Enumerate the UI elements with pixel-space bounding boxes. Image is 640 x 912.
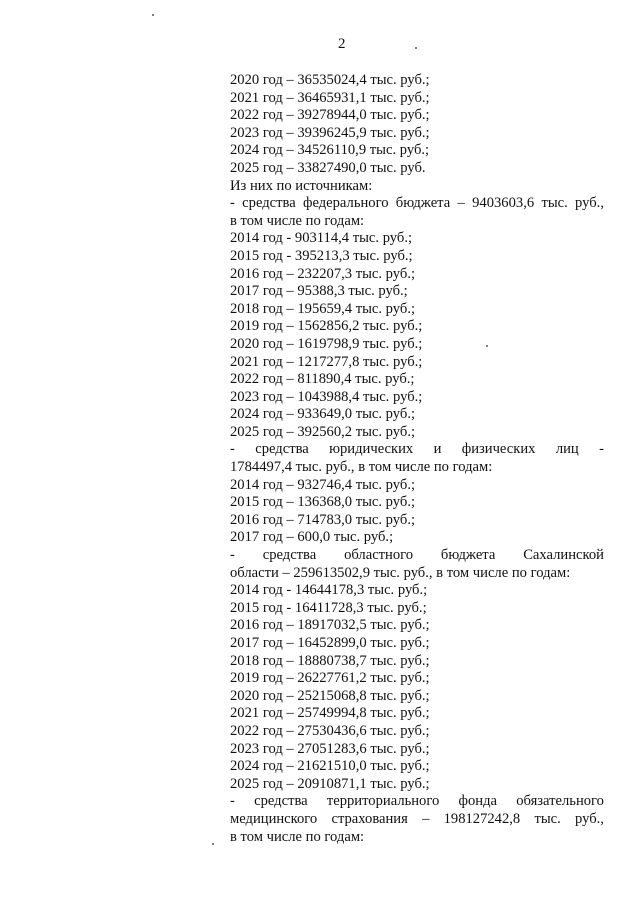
text-line: 2021 год – 1217277,8 тыс. руб.;	[230, 353, 423, 370]
text-word: бюджета	[440, 547, 496, 564]
text-line: 2016 год – 18917032,5 тыс. руб.;	[230, 617, 430, 634]
text-line: в том числе по годам:	[230, 212, 365, 229]
text-line: в том числе по годам:	[230, 828, 365, 845]
text-word: -	[230, 547, 235, 564]
text-word: тыс.	[534, 810, 561, 827]
text-word: медицинского	[230, 810, 318, 827]
text-line: 2015 год – 136368,0 тыс. руб.;	[230, 494, 416, 511]
text-line: 2024 год – 21621510,0 тыс. руб.;	[230, 758, 430, 775]
text-line: 2021 год – 25749994,8 тыс. руб.;	[230, 705, 430, 722]
text-line: 2023 год – 39396245,9 тыс. руб.;	[230, 124, 430, 141]
text-line: 2020 год – 25215068,8 тыс. руб.;	[230, 687, 430, 704]
text-line: 2023 год – 1043988,4 тыс. руб.;	[230, 388, 423, 405]
text-word: средства	[262, 547, 317, 564]
text-line: 2015 год - 395213,3 тыс. руб.;	[230, 247, 413, 264]
text-word: –	[422, 810, 430, 827]
text-word: средства	[254, 793, 308, 810]
text-word: территориального	[326, 793, 440, 810]
text-word: 198127242,8	[443, 810, 521, 827]
text-line: 2025 год – 392560,2 тыс. руб.;	[230, 423, 416, 440]
text-line: 2016 год – 714783,0 тыс. руб.;	[230, 511, 416, 528]
text-line: 2022 год – 39278944,0 тыс. руб.;	[230, 107, 430, 124]
scan-speck	[152, 14, 154, 16]
text-line: 2015 год - 16411728,3 тыс. руб.;	[230, 599, 427, 616]
text-word: 9403603,6	[472, 195, 535, 212]
text-line: 2017 год – 16452899,0 тыс. руб.;	[230, 635, 430, 651]
text-line: области – 259613502,9 тыс. руб., в том числе по годам:	[230, 564, 571, 581]
text-line: 2022 год – 811890,4 тыс. руб.;	[230, 371, 415, 388]
scan-speck	[415, 47, 417, 49]
document-body	[230, 72, 604, 846]
text-line	[230, 441, 604, 459]
text-line: 2019 год – 26227761,2 тыс. руб.;	[230, 670, 430, 687]
text-line: 2014 год - 14644178,3 тыс. руб.;	[230, 582, 428, 599]
text-word: юридических	[329, 441, 414, 458]
text-line: 2025 год – 33827490,0 тыс. руб.	[230, 159, 426, 176]
text-word: лиц	[555, 441, 579, 458]
text-line: 1784497,4 тыс. руб., в том числе по годам:	[230, 459, 493, 476]
text-line: 2014 год - 903114,4 тыс. руб.;	[230, 230, 413, 247]
text-line: 2024 год – 34526110,9 тыс. руб.;	[230, 142, 430, 159]
scan-speck	[486, 345, 488, 347]
text-word: -	[230, 441, 235, 458]
text-line: 2021 год – 36465931,1 тыс. руб.;	[230, 89, 430, 106]
text-line: Из них по источникам:	[230, 177, 373, 194]
text-word: фонда	[458, 793, 497, 810]
text-word: –	[457, 195, 465, 212]
text-line: 2017 год – 95388,3 тыс. руб.;	[230, 283, 408, 300]
text-word: физических	[461, 441, 536, 458]
text-line	[230, 811, 604, 829]
text-word: средства	[255, 441, 309, 458]
text-word: руб.,	[575, 810, 604, 827]
text-line	[230, 195, 604, 213]
text-line: 2018 год – 18880738,7 тыс. руб.;	[230, 652, 430, 669]
text-word: руб.,	[575, 195, 604, 212]
text-line: 2024 год – 933649,0 тыс. руб.;	[230, 406, 416, 423]
text-word: -	[230, 793, 235, 810]
text-line: 2014 год – 932746,4 тыс. руб.;	[230, 476, 416, 493]
scan-speck	[212, 843, 214, 845]
text-word: -	[599, 441, 604, 458]
text-word: областного	[344, 547, 414, 564]
text-line	[230, 547, 604, 565]
text-line: 2022 год – 27530436,6 тыс. руб.;	[230, 722, 430, 739]
text-line	[230, 793, 604, 811]
text-word: тыс.	[541, 195, 568, 212]
text-line: 2019 год – 1562856,2 тыс. руб.;	[230, 318, 423, 335]
text-line: 2017 год – 600,0 тыс. руб.;	[230, 529, 394, 546]
text-word: средства	[242, 195, 296, 212]
text-word: и	[433, 441, 442, 458]
text-line: 2018 год – 195659,4 тыс. руб.;	[230, 300, 416, 317]
text-word: обязательного	[516, 793, 604, 810]
page-number: 2	[338, 36, 346, 52]
text-line: 2020 год – 36535024,4 тыс. руб.;	[230, 72, 430, 88]
text-line: 2025 год – 20910871,1 тыс. руб.;	[230, 775, 430, 792]
text-line: 2020 год – 1619798,9 тыс. руб.;	[230, 335, 423, 352]
text-word: страхования	[331, 810, 408, 827]
text-word: федерального	[302, 195, 389, 212]
text-line: 2016 год – 232207,3 тыс. руб.;	[230, 265, 416, 282]
text-word: Сахалинской	[523, 547, 604, 564]
text-line: 2023 год – 27051283,6 тыс. руб.;	[230, 740, 430, 757]
text-word: бюджета	[395, 195, 451, 212]
text-word: -	[230, 195, 235, 212]
